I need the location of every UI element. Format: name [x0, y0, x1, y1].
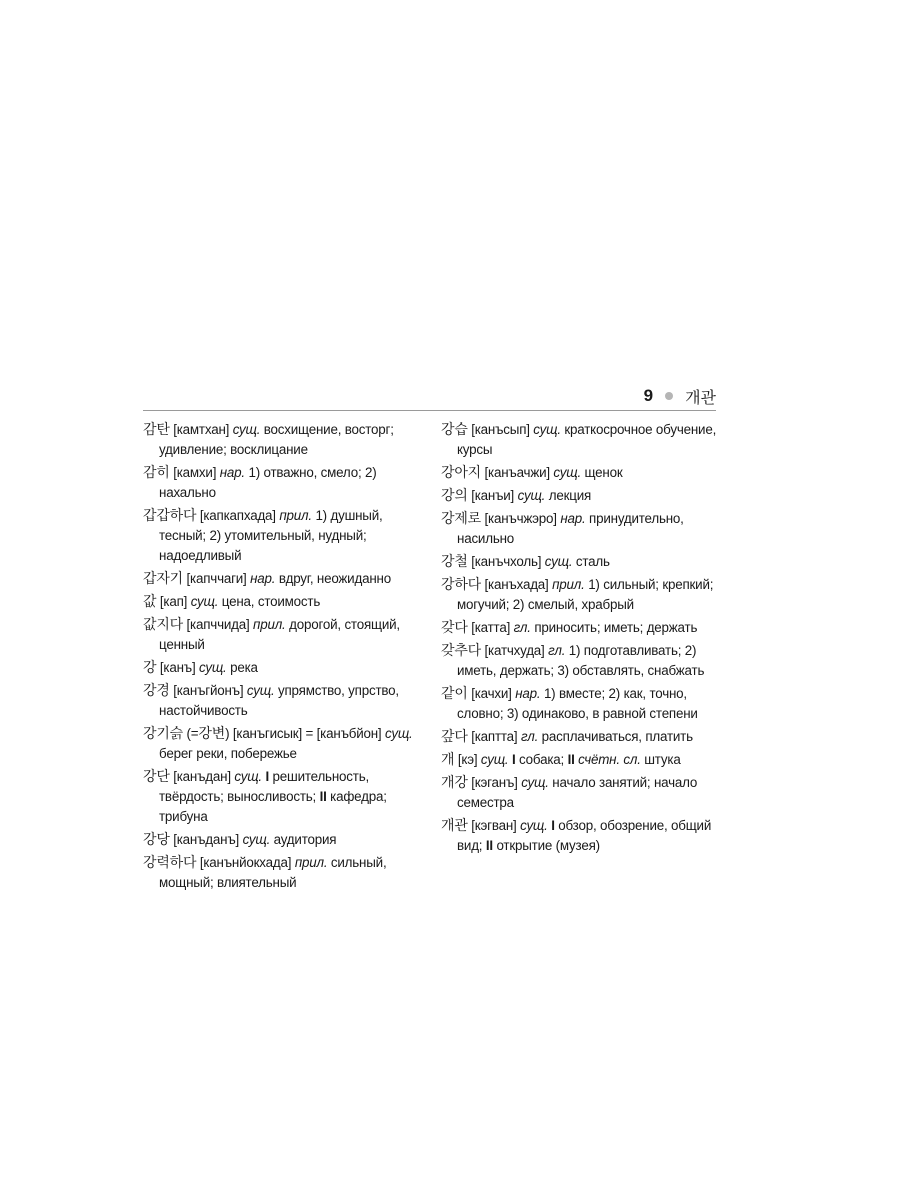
- entry-part-of-speech: сущ.: [199, 660, 227, 675]
- dictionary-entry: [441, 618, 719, 638]
- entry-part-of-speech: сущ.: [190, 594, 219, 609]
- entry-headword: 갑자기: [143, 571, 183, 587]
- dictionary-entry: [143, 463, 413, 503]
- entry-transcription: [каптта]: [471, 729, 518, 744]
- entry-part-of-speech: нар.: [560, 511, 586, 526]
- entry-transcription: [канъачжи]: [484, 465, 550, 480]
- dictionary-entry: [441, 420, 719, 460]
- entry-definition: аудитория: [273, 832, 337, 847]
- entry-headword: 강습: [441, 422, 468, 438]
- entry-definition: обзор, обозрение, общий вид;: [457, 818, 712, 853]
- entry-transcription: [капччаги]: [186, 571, 247, 586]
- entry-headword: 강력하다: [143, 855, 197, 871]
- dictionary-entry: [143, 658, 413, 678]
- dictionary-entry: [441, 750, 719, 770]
- entry-transcription: [камхи]: [173, 465, 217, 480]
- entry-sense-marker: I: [265, 769, 270, 784]
- entry-definition: 1) подготавливать; 2) иметь, держать; 3) обставлять, снабжать: [457, 643, 705, 678]
- entry-sense-marker: I: [511, 752, 516, 767]
- entry-headword: 같이: [441, 686, 468, 702]
- entry-definition: собака;: [519, 752, 565, 767]
- dictionary-entry: [441, 641, 719, 681]
- dictionary-entry: [441, 509, 719, 549]
- entry-headword: 강하다: [441, 577, 481, 593]
- entry-headword: 강단: [143, 769, 170, 785]
- entry-headword: 감탄: [143, 422, 170, 438]
- entry-definition: краткосрочное обучение, курсы: [457, 422, 717, 457]
- entry-definition: сталь: [575, 554, 610, 569]
- entry-part-of-speech: счётн. сл.: [578, 752, 641, 767]
- entry-headword: 개관: [441, 818, 468, 834]
- entry-headword: 값지다: [143, 617, 183, 633]
- entry-part-of-speech: сущ.: [480, 752, 509, 767]
- entry-headword: 강제로: [441, 511, 481, 527]
- dictionary-entry: [143, 615, 413, 655]
- entry-definition: 1) отважно, смело; 2) нахально: [159, 465, 377, 500]
- entry-definition: дорогой, стоящий, ценный: [159, 617, 400, 652]
- entry-transcription: [капкапхада]: [199, 508, 276, 523]
- entry-definition: штука: [644, 752, 681, 767]
- entry-transcription: [качхи]: [471, 686, 512, 701]
- entry-part-of-speech: прил.: [279, 508, 312, 523]
- entry-sense-marker: II: [319, 789, 327, 804]
- entry-part-of-speech: сущ.: [521, 775, 549, 790]
- entry-part-of-speech: гл.: [520, 729, 539, 744]
- entry-definition: кафедра; трибуна: [159, 789, 387, 824]
- entry-definition: берег реки, побережье: [159, 746, 297, 761]
- entry-headword: 강의: [441, 488, 468, 504]
- entry-definition: река: [230, 660, 258, 675]
- entry-definition: 1) сильный; крепкий; могучий; 2) смелый, храбрый: [457, 577, 714, 612]
- dictionary-entry: [441, 552, 719, 572]
- entry-sense-marker: II: [567, 752, 575, 767]
- entry-headword: 갑갑하다: [143, 508, 197, 524]
- dictionary-entry: [143, 830, 413, 850]
- entry-headword: 강경: [143, 683, 170, 699]
- dictionary-entry: [441, 773, 719, 813]
- entry-part-of-speech: гл.: [513, 620, 531, 635]
- entry-transcription: [канъи]: [471, 488, 515, 503]
- entry-transcription: [кэганъ]: [471, 775, 518, 790]
- entry-transcription: [канъданъ]: [173, 832, 240, 847]
- dictionary-entry: [441, 486, 719, 506]
- entry-transcription: [кэгван]: [471, 818, 517, 833]
- dictionary-entry: [441, 575, 719, 615]
- dictionary-entry: [143, 506, 413, 566]
- dictionary-entry: [143, 592, 413, 612]
- entry-definition: приносить; иметь; держать: [534, 620, 698, 635]
- entry-headword: 갚다: [441, 729, 468, 745]
- entry-part-of-speech: прил.: [253, 617, 286, 632]
- running-header: [0, 384, 716, 408]
- entry-transcription: [катта]: [471, 620, 511, 635]
- entry-transcription: [камтхан]: [173, 422, 230, 437]
- entry-definition: 1) душный, тесный; 2) утомительный, нудный; надоедливый: [159, 508, 383, 563]
- entry-headword: 강아지: [441, 465, 481, 481]
- dictionary-entry: [441, 463, 719, 483]
- dictionary-entry: [143, 724, 413, 764]
- entry-part-of-speech: сущ.: [246, 683, 275, 698]
- right-column: [441, 420, 719, 859]
- entry-headword: 강당: [143, 832, 170, 848]
- entry-transcription: [канъчхоль]: [471, 554, 542, 569]
- entry-transcription: [канъхада]: [484, 577, 549, 592]
- entry-variant-open: (=: [186, 726, 199, 741]
- entry-transcription: [кэ]: [457, 752, 478, 767]
- header-head-word: 개관: [685, 387, 716, 407]
- entry-transcription: [кап]: [159, 594, 188, 609]
- entry-part-of-speech: нар.: [515, 686, 541, 701]
- entry-part-of-speech: сущ.: [520, 818, 548, 833]
- entry-headword: 감히: [143, 465, 170, 481]
- left-column: [143, 420, 413, 896]
- entry-definition: открытие (музея): [496, 838, 600, 853]
- entry-definition: сильный, мощный; влиятельный: [159, 855, 387, 890]
- entry-headword: 개: [441, 752, 455, 768]
- entry-part-of-speech: сущ.: [234, 769, 262, 784]
- dictionary-entry: [143, 681, 413, 721]
- entry-transcription: [канъдан]: [173, 769, 231, 784]
- entry-definition: цена, стоимость: [221, 594, 321, 609]
- entry-definition: лекция: [548, 488, 592, 503]
- entry-part-of-speech: сущ.: [384, 726, 413, 741]
- entry-definition: решительность, твёрдость; выносливость;: [159, 769, 370, 804]
- entry-definition: упрямство, упрство, настойчивость: [159, 683, 399, 718]
- entry-definition: 1) вместе; 2) как, точно, словно; 3) одинаково, в равной степени: [457, 686, 698, 721]
- entry-transcription: [капччида]: [186, 617, 250, 632]
- entry-sense-marker: I: [551, 818, 555, 833]
- entry-part-of-speech: сущ.: [242, 832, 271, 847]
- entry-definition: вдруг, неожиданно: [278, 571, 391, 586]
- entry-transcription: [катчхуда]: [484, 643, 545, 658]
- entry-definition: начало занятий; начало семестра: [457, 775, 698, 810]
- entry-sense-marker: II: [485, 838, 493, 853]
- entry-part-of-speech: нар.: [250, 571, 276, 586]
- header-bullet-icon: [665, 392, 673, 400]
- header-rule: [143, 410, 716, 411]
- entry-transcription: [канъ]: [159, 660, 196, 675]
- entry-part-of-speech: сущ.: [517, 488, 546, 503]
- dictionary-entry: [441, 684, 719, 724]
- entry-part-of-speech: сущ.: [232, 422, 261, 437]
- entry-part-of-speech: сущ.: [553, 465, 581, 480]
- entry-part-of-speech: прил.: [294, 855, 328, 870]
- entry-variant-headword: 강변: [198, 726, 226, 742]
- entry-definition: восхищение, восторг; удивление; восклицание: [159, 422, 394, 457]
- page-number: 9: [643, 386, 654, 405]
- dictionary-entry: [441, 727, 719, 747]
- dictionary-entry: [143, 420, 413, 460]
- entry-headword: 갖추다: [441, 643, 481, 659]
- entry-headword: 강철: [441, 554, 468, 570]
- entry-part-of-speech: нар.: [219, 465, 245, 480]
- entry-transcription: [канъсып]: [471, 422, 530, 437]
- entry-definition: щенок: [584, 465, 623, 480]
- entry-headword: 강기슭: [143, 726, 183, 742]
- entry-definition: расплачиваться, платить: [541, 729, 693, 744]
- entry-headword: 값: [143, 594, 157, 610]
- entry-headword: 강: [143, 660, 157, 676]
- entry-headword: 갖다: [441, 620, 468, 636]
- entry-part-of-speech: сущ.: [533, 422, 561, 437]
- entry-part-of-speech: сущ.: [544, 554, 573, 569]
- entry-transcription: [канънйокхада]: [199, 855, 292, 870]
- entry-transcription: [канъчжэро]: [484, 511, 557, 526]
- entry-definition: принудительно, насильно: [457, 511, 684, 546]
- entry-part-of-speech: прил.: [552, 577, 585, 592]
- dictionary-entry: [441, 816, 719, 856]
- entry-headword: 개강: [441, 775, 468, 791]
- dictionary-entry: [143, 767, 413, 827]
- dictionary-entry: [143, 853, 413, 893]
- entry-part-of-speech: гл.: [548, 643, 566, 658]
- entry-variant-transcription: ) [канъгисык] = [канъбйон]: [225, 726, 382, 741]
- dictionary-entry: [143, 569, 413, 589]
- entry-transcription: [канъгйонъ]: [173, 683, 244, 698]
